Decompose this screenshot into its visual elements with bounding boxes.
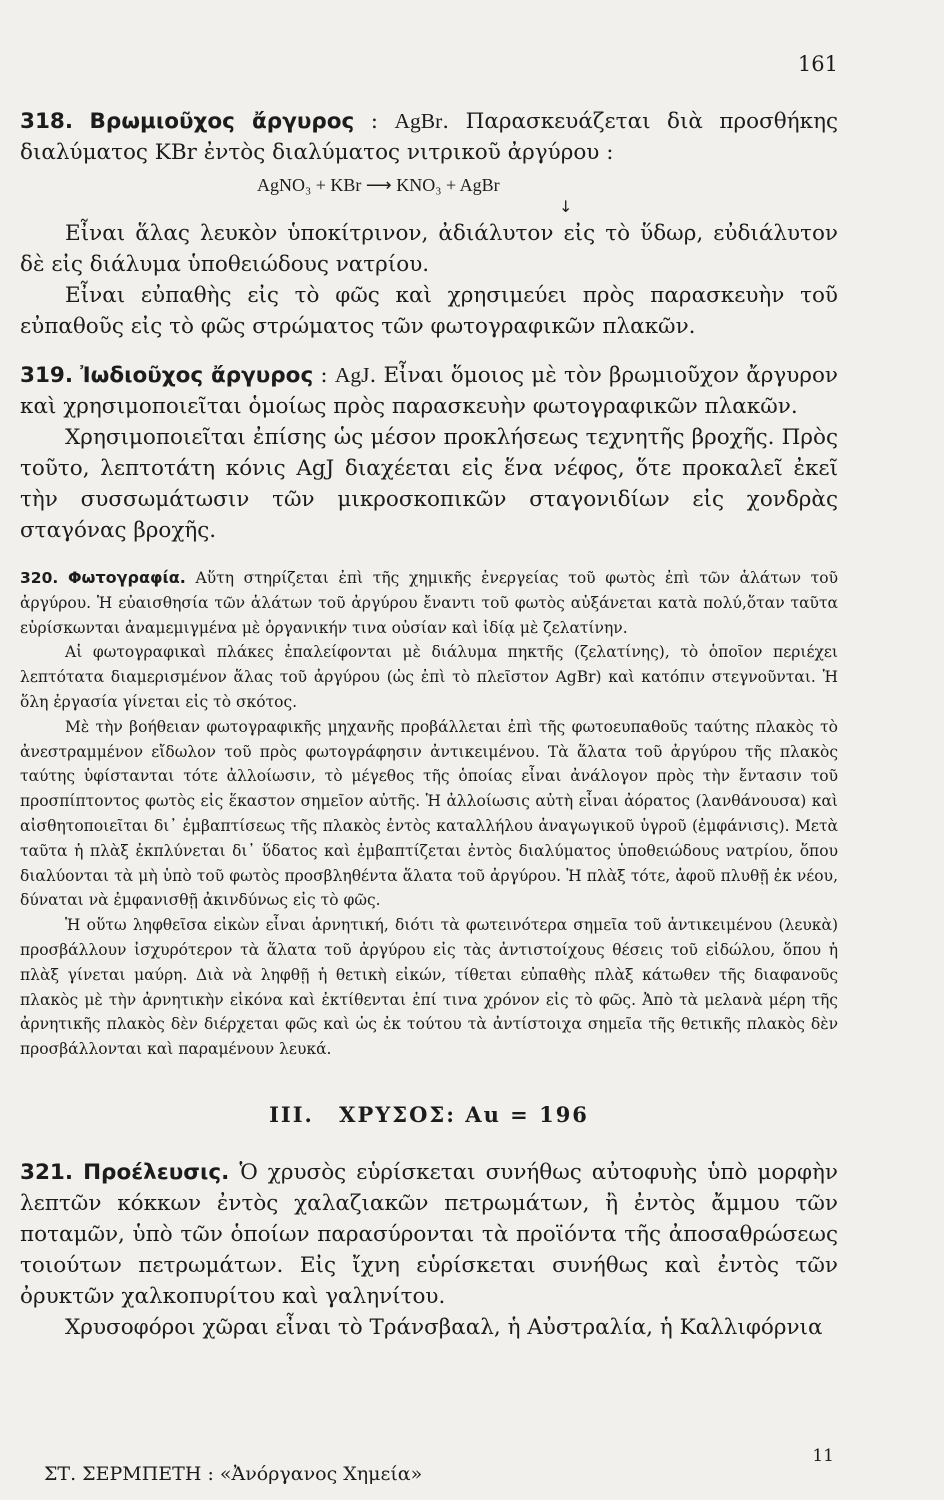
section-title: Βρωμιοῦχος ἄργυρος: [89, 109, 355, 134]
section-number: 320.: [20, 569, 59, 587]
sheet-number: 11: [812, 1446, 834, 1466]
paragraph: Χρησιμοποιεῖται ἐπίσης ὡς μέσον προκλήσεως τεχνητῆς βροχῆς. Πρὸς τοῦτο, λεπτοτάτη κόνις AgJ διαχέεται εἰς ἕνα νέφος, ὅτε προκαλεῖ ἐκεῖ τὴν συσσωμάτωσιν τῶν μικροσκοπικῶν σταγονιδίων εἰς χονδρὰς σταγόνας βροχῆς.: [20, 425, 838, 543]
section-number: 321.: [20, 1159, 74, 1185]
paragraph: Μὲ τὴν βοήθειαν φωτογραφικῆς μηχανῆς προβάλλεται ἐπὶ τῆς φωτοευπαθοῦς ταύτης πλακὸς τὸ ἀνεστραμμένον εἴδωλον τοῦ πρὸς φωτογράφησιν ἀντικειμένου. Τὰ ἅλατα τοῦ ἀργύρου τῆς πλακὸς ταύτης ὑφίστανται τότε ἀλλοίωσιν, τὸ μέγεθος τῆς ὁποίας εἶναι ἀνάλογον πρὸς τὴν ἔντασιν τοῦ προσπίπτοντος φωτὸς εἰς ἕκαστον σημεῖον αὐτῆς. Ἡ ἀλλοίωσις αὐτὴ εἶναι ἀόρατος (λανθάνουσα) καὶ αἰσθητοποιεῖται δι᾽ ἐμβαπτίσεως τῆς πλακὸς ἐντὸς καταλλήλου ἀναγωγικοῦ ὑγροῦ (ἐμφάνισις). Μετὰ ταῦτα ἡ πλὰξ ἐκπλύνεται δι᾽ ὕδατος καὶ ἐμβαπτίζεται ἐντὸς διαλύματος ὑποθειώδους νατρίου, ὅπου διαλύονται τὰ μὴ ὑπὸ τοῦ φωτὸς προσβληθέντα ἅλατα τοῦ ἀργύρου. Ἡ πλὰξ τότε, ἀφοῦ πλυθῇ ἐκ νέου, δύναται νὰ ἐμφανισθῇ ἀκινδύνως εἰς τὸ φῶς.: [20, 717, 838, 910]
section-intro: Εἶναι ὅμοιος μὲ τὸν βρωμιοῦχον ἄργυρον καὶ χρησιμοποιεῖται ὁμοίως πρὸς παρασκευὴν φωτογραφικῶν πλακῶν.: [20, 363, 838, 419]
chapter-roman-numeral: III.: [269, 1101, 314, 1127]
section-title: Ἰωδιοῦχος ἄργυρος: [80, 363, 314, 388]
section-number: 319.: [20, 363, 74, 388]
section-number: 318.: [20, 109, 74, 134]
section-intro: Ὁ χρυσὸς εὑρίσκεται συνήθως αὐτοφυὴς ὑπὸ μορφὴν λεπτῶν κόκκων ἐντὸς χαλαζιακῶν πετρωμάτων, ἢ ἐντὸς ἄμμου τῶν ποταμῶν, ὑπὸ τῶν ὁποίων παρασύρονται τὰ προϊόντα τῆς ἀποσαθρώσεως τοιούτων πετρωμάτων. Εἰς ἴχνη εὑρίσκεται συνήθως καὶ ἐντὸς τῶν ὀρυκτῶν χαλκοπυρίτου καὶ γαληνίτου.: [20, 1159, 838, 1309]
section-intro: Παρασκευάζεται διὰ προσθήκης διαλύματος KBr ἐντὸς διαλύματος νιτρικοῦ ἀργύρου :: [20, 109, 838, 165]
chapter-title: ΧΡΥΣΟΣ: Au = 196: [339, 1101, 589, 1127]
section-title: Προέλευσις.: [83, 1159, 230, 1185]
page-footer: ΣΤ. ΣΕΡΜΠΕΤΗ : «Ἀνόργανος Χημεία»: [44, 1463, 423, 1485]
section-320-heading: [20, 566, 838, 640]
chapter-heading: [20, 1102, 838, 1127]
section-title: Φωτογραφία.: [67, 568, 186, 587]
chemical-formula: AgBr: [394, 109, 443, 133]
paragraph: Εἶναι εὐπαθὴς εἰς τὸ φῶς καὶ χρησιμεύει πρὸς παρασκευὴν τοῦ εὐπαθοῦς εἰς τὸ φῶς στρώματος τῶν φωτογραφικῶν πλακῶν.: [20, 283, 838, 339]
paragraph: Εἶναι ἅλας λευκὸν ὑποκίτρινον, ἀδιάλυτον εἰς τὸ ὕδωρ, εὐδιάλυτον δὲ εἰς διάλυμα ὑποθειώδους νατρίου.: [20, 221, 838, 277]
section-321-heading: [20, 1157, 838, 1312]
section-intro: Αὕτη στηρίζεται ἐπὶ τῆς χημικῆς ἐνεργείας τοῦ φωτὸς ἐπὶ τῶν ἁλάτων τοῦ ἀργύρου. Ἡ εὐαισθησία τῶν ἁλάτων τοῦ ἀργύρου ἔναντι τοῦ φωτὸς αὐξάνεται κατὰ πολύ,ὅταν ταῦτα εὑρίσκωνται ἀναμεμιγμένα μὲ ὀργανικήν τινα οὐσίαν καὶ ἰδίᾳ μὲ ζελατίνην.: [20, 569, 838, 637]
section-318-heading: 318. Βρωμιοῦχος ἄργυρος : AgBr. Παρασκευάζεται διὰ προσθήκης διαλύματος KBr ἐντὸς διαλύματος νιτρικοῦ ἀργύρου :: [20, 109, 838, 165]
page-content: [20, 106, 838, 1343]
chemical-equation: AgNO₃ + KBr ⟶ KNO₃ + AgBr: [257, 175, 500, 195]
chemical-formula: AgJ: [334, 363, 370, 387]
section-319-heading: 319. Ἰωδιοῦχος ἄργυρος : AgJ. Εἶναι ὅμοιος μὲ τὸν βρωμιοῦχον ἄργυρον καὶ χρησιμοποιεῖται ὁμοίως πρὸς παρασκευὴν φωτογραφικῶν πλακῶν.: [20, 363, 838, 419]
page-number: 161: [797, 52, 838, 76]
paragraph: Χρυσοφόροι χῶραι εἶναι τὸ Τράνσβααλ, ἡ Αὐστραλία, ἡ Καλλιφόρνια: [65, 1314, 823, 1340]
paragraph: Ἡ οὕτω ληφθεῖσα εἰκὼν εἶναι ἀρνητική, διότι τὰ φωτεινότερα σημεῖα τοῦ ἀντικειμένου (λευκὰ) προσβάλλουν ἰσχυρότερον τὰ ἅλατα τοῦ ἀργύρου εἰς τὰς ἀντιστοίχους θέσεις τοῦ εἰδώλου, ὅπου ἡ πλὰξ γίνεται μαύρη. Διὰ νὰ ληφθῇ ἡ θετικὴ εἰκών, τίθεται εὐπαθὴς πλὰξ κάτωθεν τῆς διαφανοῦς πλακὸς μὲ τὴν ἀρνητικὴν εἰκόνα καὶ ἐκτίθενται ἐπί τινα χρόνον εἰς τὸ φῶς. Ἀπὸ τὰ μελανὰ μέρη τῆς ἀρνητικῆς πλακὸς δὲν διέρχεται φῶς καὶ ὡς ἐκ τούτου τὰ ἀντίστοιχα σημεῖα τῆς θετικῆς πλακὸς δὲν προσβάλλονται καὶ παραμένουν λευκά.: [20, 916, 838, 1059]
paragraph: Αἱ φωτογραφικαὶ πλάκες ἐπαλείφονται μὲ διάλυμα πηκτῆς (ζελατίνης), τὸ ὁποῖον περιέχει λεπτότατα διαμερισμένον ἅλας τοῦ ἀργύρου (ὡς ἐπὶ τὸ πλεῖστον AgBr) καὶ κατόπιν στεγνοῦνται. Ἡ ὅλη ἐργασία γίνεται εἰς τὸ σκότος.: [20, 643, 838, 711]
precipitate-arrow: ↓: [559, 197, 573, 216]
